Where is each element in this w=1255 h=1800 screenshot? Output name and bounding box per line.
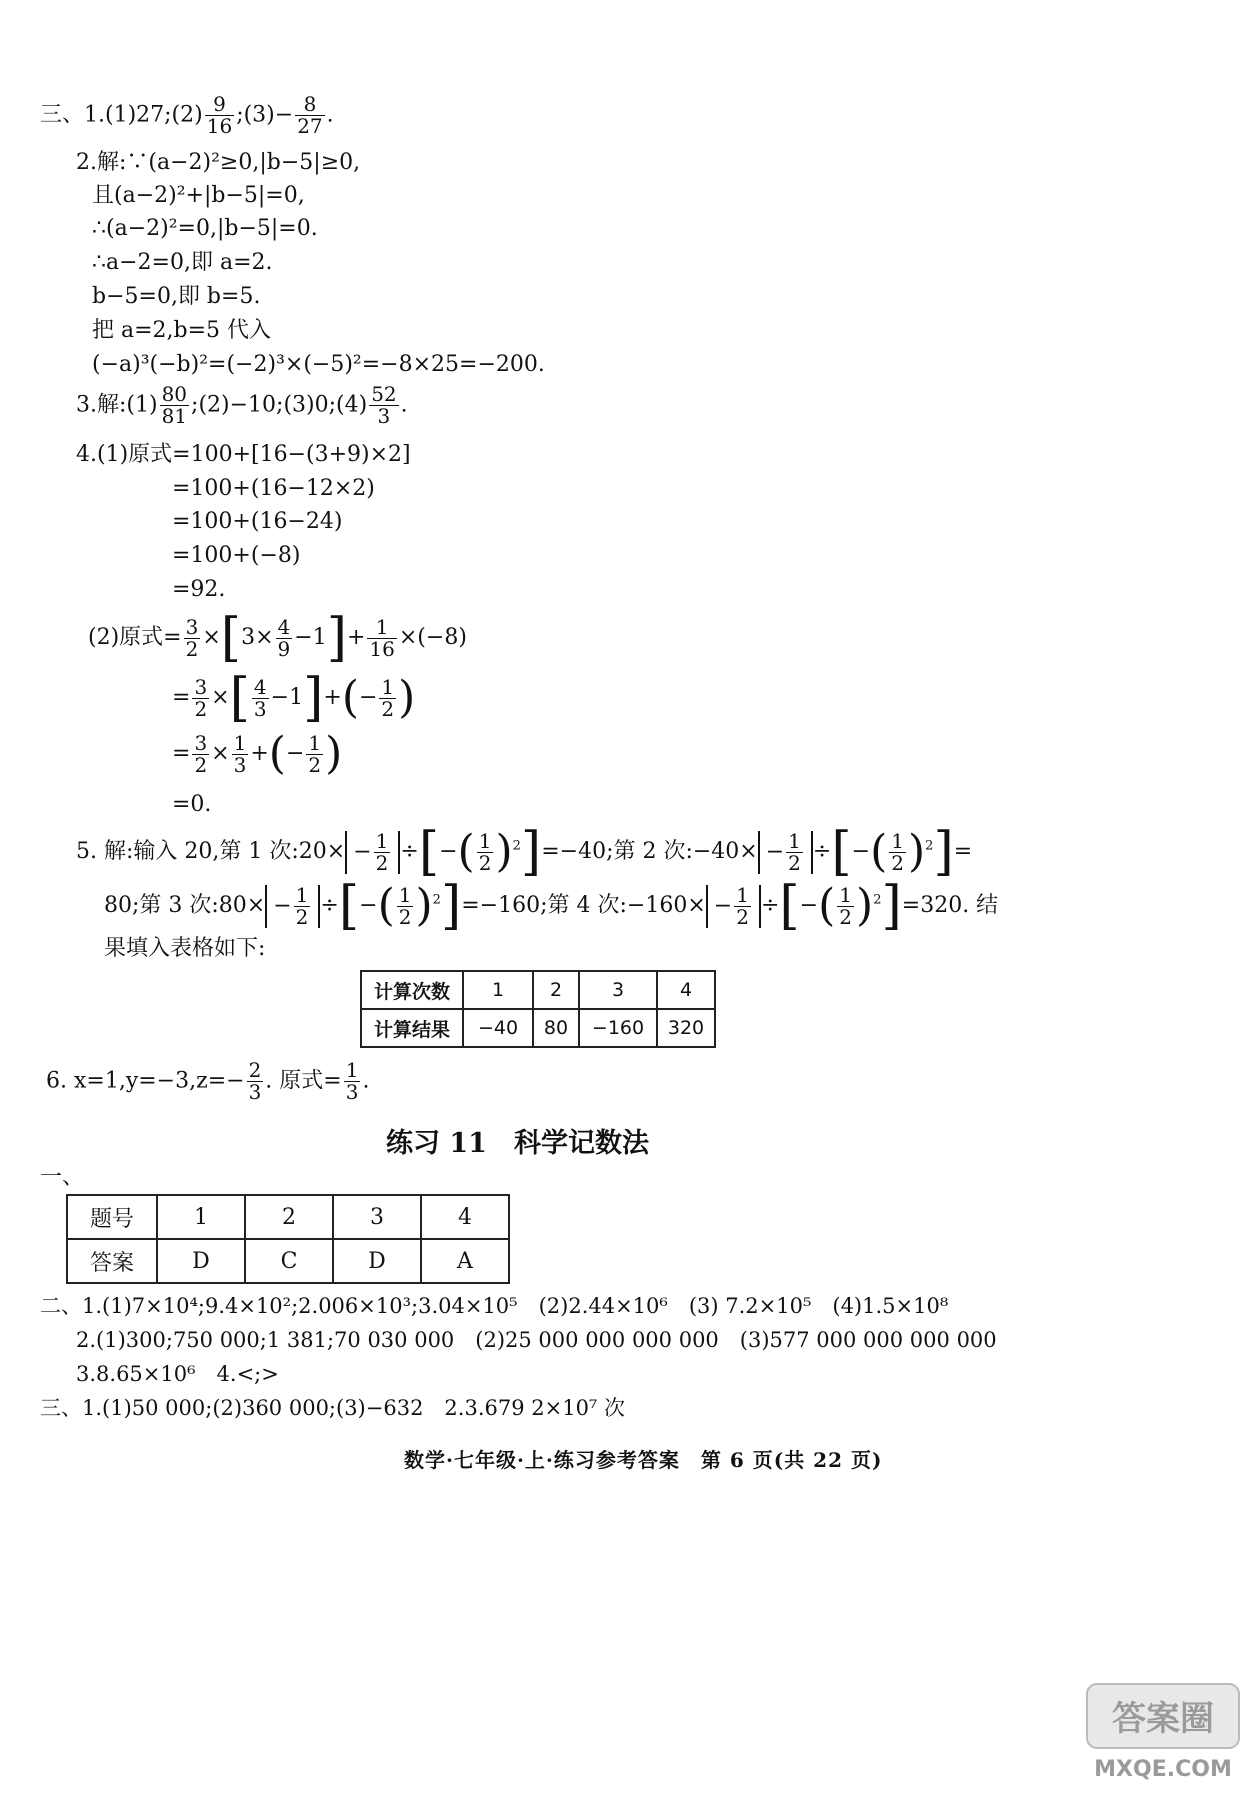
answer-3-4-2-line-1: (2)原式= $\frac{3}{2}$ ×[3× $\frac{4}{9}$ −1]+ $\frac{1}{16}$ ×(−8)	[88, 608, 467, 668]
table-cell: −40	[463, 1009, 533, 1047]
answer-3-2-line-3: ∴(a−2)²=0,|b−5|=0.	[92, 216, 318, 241]
table-row	[67, 1195, 509, 1239]
calculation-table	[360, 970, 716, 1048]
answer-3-2-line-5: b−5=0,即 b=5.	[92, 284, 261, 309]
table-cell: 2	[245, 1195, 333, 1239]
table-cell: D	[157, 1239, 245, 1283]
table-cell: −160	[579, 1009, 657, 1047]
table-cell: 3	[579, 971, 657, 1009]
table-cell: 答案	[67, 1239, 157, 1283]
part-two-line-3: 3.8.65×10⁶ 4.<;>	[76, 1362, 279, 1386]
answer-3-4-line-3: =100+(16−24)	[172, 509, 343, 534]
table-cell: A	[421, 1239, 509, 1283]
table-cell: 1	[157, 1195, 245, 1239]
answer-3-4-2-line-2: = $\frac{3}{2}$ ×[ $\frac{4}{3}$ −1]+(− $\frac{1}{2}$ )	[172, 668, 416, 728]
table-cell: 4	[657, 971, 715, 1009]
answer-3-3: 3.解:(1) $\frac{80}{81}$ ;(2)−10;(3)0;(4) $\frac{52}{3}$ .	[76, 382, 408, 428]
answer-3-4-2-line-4: =0.	[172, 792, 212, 817]
part-two-line-1: 二、1.(1)7×10⁴;9.4×10²;2.006×10³;3.04×10⁵ (2)2.44×10⁶ (3) 7.2×10⁵ (4)1.5×10⁸	[40, 1294, 949, 1318]
table-row	[361, 971, 715, 1009]
section-title: 练习 11 科学记数法	[386, 1128, 649, 1159]
part-two-line-2: 2.(1)300;750 000;1 381;70 030 000 (2)25 000 000 000 000 (3)577 000 000 000 000	[76, 1328, 997, 1352]
answer-3-2-line-6: 把 a=2,b=5 代入	[92, 318, 272, 343]
table-cell: 计算次数	[361, 971, 463, 1009]
part-one-label: 一、	[40, 1165, 85, 1190]
watermark-url: MXQE.COM	[1094, 1757, 1232, 1782]
answer-3-4-line-5: =92.	[172, 577, 226, 602]
table-row	[67, 1239, 509, 1283]
answer-3-5-line-3: 果填入表格如下:	[104, 936, 266, 961]
table-cell: 80	[533, 1009, 579, 1047]
watermark-logo	[1083, 1678, 1243, 1788]
answer-3-2-line-7: (−a)³(−b)²=(−2)³×(−5)²=−8×25=−200.	[92, 352, 545, 377]
answer-table	[66, 1194, 510, 1284]
answer-3-4-line-4: =100+(−8)	[172, 543, 301, 568]
table-row	[361, 1009, 715, 1047]
table-cell: C	[245, 1239, 333, 1283]
answer-3-4-2-line-3: = $\frac{3}{2}$ × $\frac{1}{3}$ +(− $\frac{1}{2}$ )	[172, 728, 343, 779]
watermark-text: 答案圈	[1112, 1699, 1214, 1739]
table-cell: 计算结果	[361, 1009, 463, 1047]
answer-3-5-line-2: 80;第 3 次:80× − $\frac{1}{2}$ ÷[−( $\frac{1}{2}$ )$^2$]=−160;第 4 次:−160× − $\frac{1}{2}$ ÷[−( $\frac{1}{2}$ )$^2$]=320. 结	[104, 876, 999, 936]
answer-3-4-line-1: 4.(1)原式=100+[16−(3+9)×2]	[76, 442, 411, 467]
table-cell: 2	[533, 971, 579, 1009]
answer-3-4-line-2: =100+(16−12×2)	[172, 476, 375, 501]
answer-3-1: 三、1.(1)27;(2) $\frac{9}{16}$ ;(3)− $\frac{8}{27}$ .	[40, 92, 334, 138]
table-cell: 题号	[67, 1195, 157, 1239]
answer-3-2-line-4: ∴a−2=0,即 a=2.	[92, 250, 273, 275]
answer-3-6: 6. x=1,y=−3,z=− $\frac{2}{3}$ . 原式= $\frac{1}{3}$ .	[46, 1058, 370, 1104]
page-footer: 数学·七年级·上·练习参考答案 第 6 页(共 22 页)	[404, 1448, 883, 1472]
part-three-line: 三、1.(1)50 000;(2)360 000;(3)−632 2.3.679 2×10⁷ 次	[40, 1396, 626, 1420]
table-cell: 320	[657, 1009, 715, 1047]
answer-3-2-line-1: 2.解:∵(a−2)²≥0,|b−5|≥0,	[76, 150, 361, 175]
table-cell: 1	[463, 971, 533, 1009]
table-cell: D	[333, 1239, 421, 1283]
table-cell: 4	[421, 1195, 509, 1239]
answer-3-2-line-2: 且(a−2)²+|b−5|=0,	[92, 183, 305, 208]
table-cell: 3	[333, 1195, 421, 1239]
answer-3-5-line-1: 5. 解:输入 20,第 1 次:20× − $\frac{1}{2}$ ÷[−( $\frac{1}{2}$ )$^2$]=−40;第 2 次:−40× − $\frac{1}{2}$ ÷[−( $\frac{1}{2}$ )$^2$]=	[76, 822, 973, 882]
